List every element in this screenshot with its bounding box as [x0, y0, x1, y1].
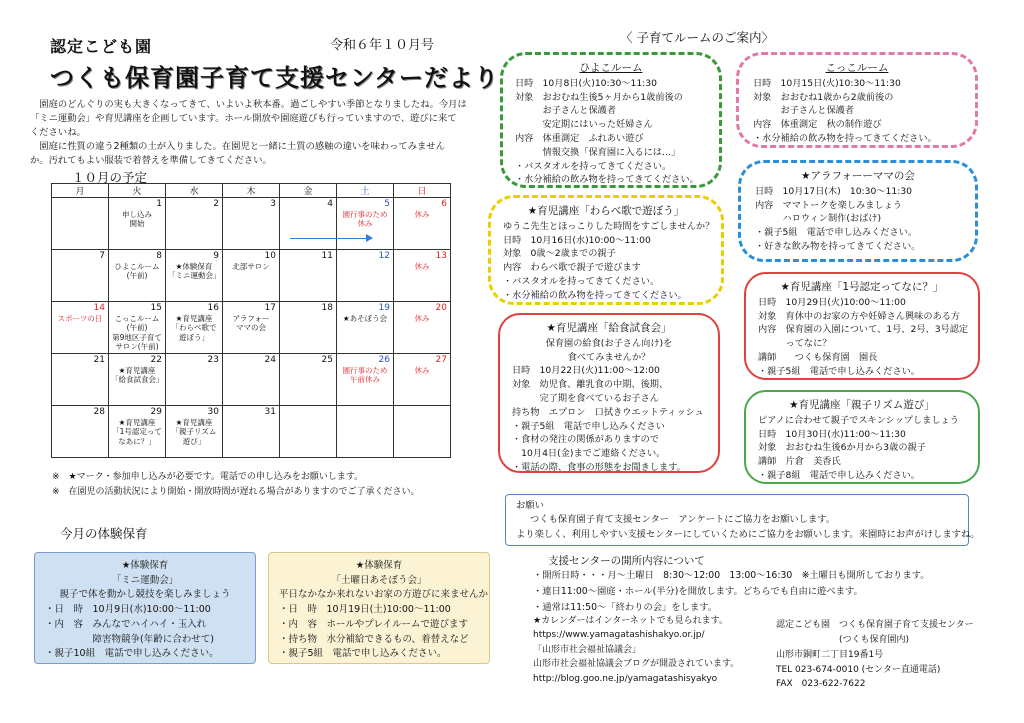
trial-name: 「土曜日あそぼう会」	[331, 574, 427, 586]
room-line: 内容 わらべ歌で親子で遊びます	[503, 262, 641, 274]
room-line: お子さんと保護者	[515, 105, 617, 117]
room-line: ・水分補給の飲み物を持ってきてください。	[515, 174, 699, 186]
trial-line: ・日 時 10月19日(土)10:00～11:00	[279, 604, 451, 616]
calendar-day	[337, 198, 394, 250]
room-line: お子さんと保護者	[753, 105, 855, 117]
note-line: ※ 在園児の活動状況により開始・開放時間が遅れる場合がありますのでご了承ください。	[52, 486, 420, 497]
day-event: ★育児講座 「給食試食会」	[111, 366, 164, 385]
calendar-day	[337, 406, 394, 458]
room-line: 内容 ママトークを楽しみましょう	[755, 199, 902, 211]
period-arrow	[290, 238, 372, 239]
day-number: 10	[264, 251, 276, 261]
calendar-day	[223, 250, 280, 302]
calendar-week	[52, 250, 451, 302]
calendar-day	[223, 198, 280, 250]
calendar-day	[109, 406, 166, 458]
calendar-day	[52, 250, 109, 302]
room-line: 日時 10月16日(水)10:00～11:00	[503, 234, 651, 246]
trial-line: ・持ち物 水分補給できるもの、着替えなど	[279, 633, 469, 645]
calendar-day	[280, 354, 337, 406]
day-number: 24	[264, 355, 276, 365]
day-event: スポーツの日	[57, 314, 103, 323]
intro-line: か。汚れてもよい服装で着替えを準備してきてください。	[30, 154, 272, 166]
calendar-day	[280, 250, 337, 302]
issue-date: 令和６年１０月号	[330, 38, 435, 53]
calendar-day	[223, 406, 280, 458]
room-line: ・水分補給の飲み物を持ってきてください。	[503, 289, 687, 301]
footer-line: 山形市社会福祉協議会ブログが開設されています。	[533, 659, 740, 670]
calendar-day	[109, 198, 166, 250]
room-arafo	[738, 160, 978, 262]
room-warabe	[488, 195, 724, 305]
calendar-day	[109, 354, 166, 406]
weekday-sun: 日	[394, 184, 451, 198]
trial-line: ・親子5組 電話で申し込みください。	[279, 648, 447, 660]
calendar-notes	[52, 470, 420, 500]
footer-line: ★カレンダーはインターネットでも見られます。	[533, 616, 728, 626]
intro-line: 園庭のどんぐりの実も大きくなってきて、いよいよ秋本番。過ごしやすい季節となりましたね。今月は	[39, 99, 467, 110]
website-link[interactable]: https://www.yamagatashishakyo.or.jp/	[533, 630, 705, 641]
day-event: ★育児講座 「1号認定って なあに？」	[112, 418, 162, 446]
opening-info	[533, 568, 930, 615]
calendar-day	[52, 354, 109, 406]
opening-line: ・連日11:00～園庭・ホール(半分)を開放します。どちらでも自由に遊べます。	[533, 585, 863, 597]
request-box	[505, 494, 980, 546]
day-number: 26	[378, 355, 390, 365]
trial-line: 平日なかなか来れないお家の方遊びに来ませんか	[279, 589, 489, 601]
weekday-tue: 火	[109, 184, 166, 198]
trial-box-undokai	[34, 552, 256, 664]
calendar-week	[52, 198, 451, 250]
room-head: ★育児講座「わらべ歌で遊ぼう」	[527, 205, 685, 217]
room-line: ・バスタオルを持ってきてください。	[515, 160, 672, 172]
room-line: 対象 育休中のお家の方や妊婦さん興味のある方	[758, 310, 961, 322]
weekday-sat: 土	[337, 184, 394, 198]
intro-line: 園庭に性質の違う2種類の土が入りました。在園児と一緒に土質の感触の違いを味わってみません	[39, 140, 445, 152]
room-line: 内容 体重測定 ふれあい遊び	[515, 132, 644, 144]
trial-line: ・内 容 みんなでハイハイ・玉入れ	[45, 618, 207, 630]
room-line: 対象 0歳～2歳までの親子	[503, 248, 616, 260]
calendar-day	[394, 354, 451, 406]
trial-title: 今月の体験保育	[60, 526, 148, 541]
opening-title: 支援センターの開所内容について	[548, 555, 705, 567]
footer-line: 認定こども園 つくも保育園子育て支援センター	[776, 620, 974, 630]
day-number: 1	[156, 199, 162, 209]
room-line: 対象 幼児食、離乳食の中期、後期、	[512, 379, 669, 391]
room-line: ・親子5組 電話で申し込みください	[512, 420, 665, 432]
day-number: 11	[321, 251, 333, 261]
room-line: 保育園の給食(お子さん向け)を	[545, 337, 673, 349]
intro-line: くださいね。	[30, 126, 86, 138]
room-line: 情報交換「保育園に入るには…」	[515, 146, 681, 158]
calendar-day	[166, 198, 223, 250]
calendar-day	[52, 302, 109, 354]
room-line: 日時 10月29日(火)10:00～11:00	[758, 296, 906, 308]
day-event: ★育児講座 「わらべ歌で 遊ぼう」	[171, 314, 217, 342]
request-line: つくも保育園子育て支援センター アンケートにご協力をお願いします。	[530, 514, 836, 526]
room-line: ゆうこ先生とほっこりした時間をすごしませんか？	[503, 220, 715, 232]
day-number: 8	[156, 251, 162, 261]
room-line: 日時 10月22日(火)11:00～12:00	[512, 365, 660, 377]
day-event: 休み	[414, 314, 430, 323]
room-line: ・親子5組 電話で申し込みください。	[758, 365, 921, 377]
calendar-day	[394, 302, 451, 354]
room-line: 10月4日(金)までご連絡ください。	[512, 448, 666, 460]
day-number: 7	[99, 251, 105, 261]
day-event: 園行事のため 午前休み	[342, 366, 388, 385]
room-head: ★育児講座「1号認定ってなに？」	[780, 281, 944, 293]
calendar-day	[280, 406, 337, 458]
room-line: 日時 10月15日(火)10:30～11:30	[753, 77, 901, 89]
room-hiyoko	[500, 52, 722, 188]
room-ichigo	[744, 272, 980, 380]
day-number: 12	[378, 251, 390, 261]
calendar-day	[394, 250, 451, 302]
day-event: 申し込み 開始	[122, 210, 152, 229]
room-line: ・好きな飲み物を持ってきてください。	[755, 240, 921, 252]
calendar-day	[337, 302, 394, 354]
room-head: ★育児講座「親子リズム遊び」	[789, 399, 935, 411]
rooms-title: 〈 子育てルームのご案内〉	[620, 30, 774, 45]
room-line: 内容 保育園の入園について、1号、2号、3号認定	[758, 324, 969, 336]
room-line: 安定期にはいった妊婦さん	[515, 119, 653, 131]
weekday-mon: 月	[52, 184, 109, 198]
room-line: 日時 10月17日(木) 10:30～11:30	[755, 185, 913, 197]
day-number: 18	[321, 303, 333, 313]
room-rhythm	[744, 390, 980, 484]
trial-line: 障害物競争(年齢に合わせて)	[45, 633, 214, 645]
trial-head: ★体験保育	[355, 560, 403, 571]
room-line: 食べてみませんか？	[567, 351, 651, 363]
day-number: 19	[378, 303, 390, 313]
trial-name: 「ミニ運動会」	[111, 574, 179, 586]
calendar-day	[394, 198, 451, 250]
day-event: ひよこルーム (午前)	[114, 262, 160, 281]
day-number: 27	[435, 355, 447, 365]
period-arrow-head	[366, 234, 373, 242]
calendar-day	[223, 354, 280, 406]
calendar-day	[109, 250, 166, 302]
calendar-day	[166, 354, 223, 406]
room-kokko	[736, 52, 978, 148]
day-event: 北部サロン	[232, 262, 270, 271]
footer-contact	[776, 618, 974, 692]
day-number: 13	[435, 251, 447, 261]
room-head: ひよこルーム	[579, 62, 643, 74]
day-number: 30	[207, 407, 219, 417]
room-line: 講師 片倉 美香氏	[758, 456, 841, 468]
day-number: 28	[93, 407, 105, 417]
calendar-week	[52, 302, 451, 354]
footer-line: TEL 023-674-0010 (センター直通電話)	[776, 664, 941, 675]
room-line: 対象 おおむね1歳から2歳前後の	[753, 91, 894, 103]
calendar-day	[52, 198, 109, 250]
room-line: ・食材の発注の関係がありますので	[512, 434, 659, 446]
room-line: ・親子8組 電話で申し込みください。	[758, 469, 921, 481]
note-line: ※ ★マーク・参加申し込みが必要です。電話での申し込みをお願いします。	[52, 472, 364, 482]
calendar	[51, 183, 451, 458]
weekday-thu: 木	[223, 184, 280, 198]
day-event: 休み	[414, 210, 430, 219]
room-line: ってなに？	[758, 338, 832, 350]
room-line: ・水分補給の飲み物を持ってきてください。	[753, 132, 937, 144]
intro-line: 「ミニ運動会」や育児講座を企画しています。ホール開放や園庭遊びも行っていますので、遊びに来て	[30, 112, 457, 124]
day-number: 25	[321, 355, 333, 365]
day-number: 20	[435, 303, 447, 313]
day-event: 休み	[414, 366, 430, 375]
room-line: 対象 おおむね生後5ヶ月から1歳前後の	[515, 91, 683, 103]
day-number: 3	[270, 199, 276, 209]
request-line: お願い	[516, 500, 544, 511]
room-line: ハロウィン制作(おばけ)	[755, 213, 882, 225]
room-line: 日時 10月30日(水)11:00～11:30	[758, 428, 906, 440]
room-head: ★育児講座「給食試食会」	[546, 322, 672, 334]
kicker: 認定こども園	[50, 37, 153, 56]
day-number: 5	[384, 199, 390, 209]
weekday-wed: 水	[166, 184, 223, 198]
trial-line: ・親子10組 電話で申し込みください。	[45, 648, 219, 660]
intro-text	[30, 98, 475, 168]
calendar-day	[223, 302, 280, 354]
trial-line: 親子で体を動かし競技を楽しみましょう	[59, 589, 231, 601]
day-number: 31	[264, 407, 276, 417]
calendar-day	[109, 302, 166, 354]
room-line: 完了期を食べているお子さん	[512, 392, 659, 404]
footer-line: FAX 023-622-7622	[776, 679, 866, 690]
calendar-day	[166, 302, 223, 354]
day-event: 園行事のため 休み	[342, 210, 388, 229]
calendar-day	[337, 250, 394, 302]
day-number: 16	[207, 303, 219, 313]
day-number: 21	[93, 355, 105, 365]
opening-line: ・開所日時・・・月～土曜日 8:30～12:00 13:00～16:30 ※土曜日も開所しております。	[533, 570, 930, 581]
day-number: 6	[441, 199, 447, 209]
room-line: 持ち物 エプロン 口拭きウエットティッシュ	[512, 406, 704, 418]
day-event: アラフォー ママの会	[232, 314, 270, 333]
day-number: 23	[207, 355, 219, 365]
day-event: ★育児講座 「親子リズム 遊び」	[171, 418, 217, 446]
day-number: 17	[264, 303, 276, 313]
calendar-week	[52, 354, 451, 406]
room-head: ★アラフォーーママの会	[801, 170, 915, 182]
day-number: 4	[327, 199, 333, 209]
trial-line: ・日 時 10月9日(水)10:00～11:00	[45, 604, 211, 616]
room-line: ピアノに合わせて親子でスキンシップしましょう	[758, 414, 959, 426]
calendar-title: １０月の予定	[72, 170, 148, 185]
opening-line: ・通常は11:50～「終わりの会」をします。	[533, 601, 718, 613]
weekday-fri: 金	[280, 184, 337, 198]
day-number: 2	[213, 199, 219, 209]
footer-line: (つくも保育園内)	[776, 634, 910, 645]
room-line: 講師 つくも保育園 園長	[758, 351, 878, 363]
footer-links	[533, 614, 739, 686]
page-title: つくも保育園子育て支援センターだより	[50, 64, 500, 92]
day-event: ★あそぼう会	[342, 314, 388, 323]
calendar-day	[280, 302, 337, 354]
day-number: 22	[150, 355, 162, 365]
calendar-day	[394, 406, 451, 458]
footer-line: 山形市銅町二丁目19番1号	[776, 649, 884, 660]
day-number: 14	[93, 303, 105, 313]
room-line: 日時 10月8日(火)10:30～11:30	[515, 77, 657, 89]
blog-link[interactable]: http://blog.goo.ne.jp/yamagatashisyakyo	[533, 673, 718, 684]
calendar-day	[166, 250, 223, 302]
room-line: ・バスタオルを持ってきてください。	[503, 275, 660, 287]
request-line: より楽しく、利用しやすい支援センターにしていくためにご協力をお願いします。来園時にお声がけしますね。	[516, 528, 980, 540]
room-line: 対象 おおむね生後6か月から3歳の親子	[758, 442, 926, 454]
calendar-day	[52, 406, 109, 458]
day-event: こっこルーム (午前) 第9地区子育て サロン(午前)	[112, 314, 162, 352]
room-line: 内容 体重測定 秋の制作遊び	[753, 119, 882, 131]
day-number: 15	[150, 303, 162, 313]
room-line: ・電話の際、食事の形態をお聞きします。	[512, 461, 686, 473]
day-number: 29	[150, 407, 162, 417]
footer-line: 「山形市社会福祉協議会」	[533, 644, 642, 655]
room-kyushoku	[498, 313, 720, 473]
calendar-day	[166, 406, 223, 458]
room-head: こっこルーム	[825, 62, 889, 74]
calendar-day	[280, 198, 337, 250]
trial-head: ★体験保育	[121, 560, 169, 571]
day-number: 9	[213, 251, 219, 261]
calendar-week	[52, 406, 451, 458]
room-line: ・親子5組 電話で申し込みください。	[755, 227, 918, 239]
day-event: 休み	[414, 262, 430, 271]
calendar-day	[337, 354, 394, 406]
trial-box-asobou	[268, 552, 490, 664]
day-event: ★体験保育 「ミニ運動会」	[168, 262, 221, 281]
trial-line: ・内 容 ホールやプレイルームで遊びます	[279, 618, 468, 630]
